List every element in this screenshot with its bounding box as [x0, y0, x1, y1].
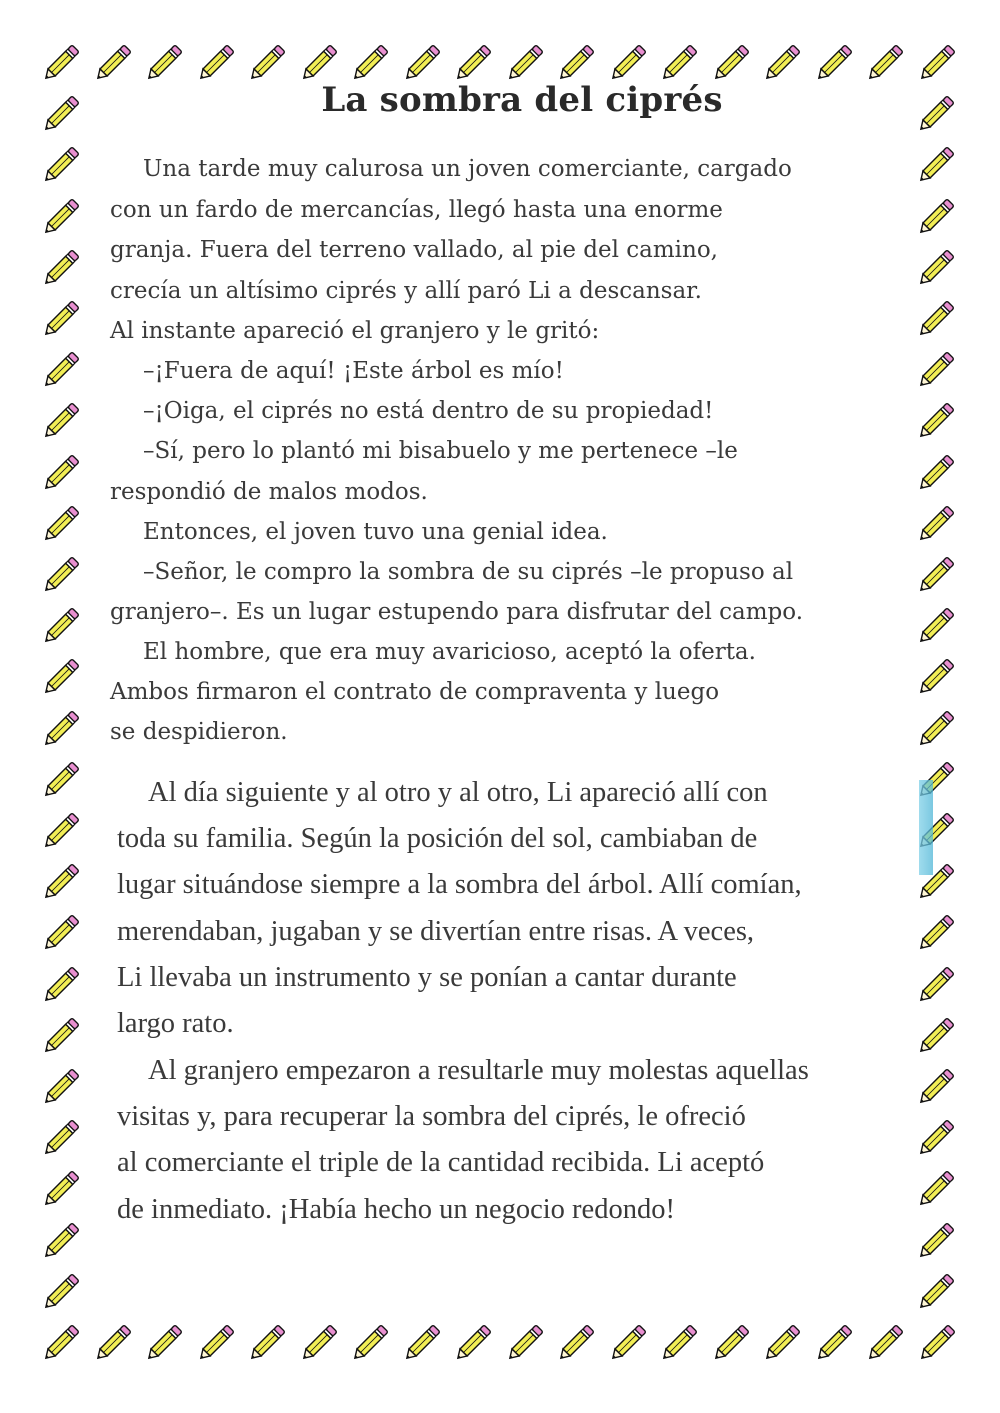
pencil-icon [914, 1322, 958, 1366]
pencil-icon [141, 1322, 185, 1366]
text-line: Li llevaba un instrumento y se ponían a cantar durante [117, 962, 737, 993]
pencil-icon [38, 400, 82, 444]
text-line: Al instante apareció el granjero y le gritó: [110, 318, 600, 344]
text-line: –¡Oiga, el ciprés no está dentro de su propiedad! [143, 398, 714, 424]
pencil-icon [913, 144, 957, 188]
pencil-icon [38, 1015, 82, 1059]
pencil-icon [38, 196, 82, 240]
pencil-icon [913, 554, 957, 598]
pencil-icon [244, 1322, 288, 1366]
text-line: El hombre, que era muy avaricioso, aceptó la oferta. [143, 639, 756, 665]
pencil-icon [913, 1117, 957, 1161]
highlight-mark [919, 780, 933, 875]
pencil-icon [553, 1322, 597, 1366]
pencil-icon [913, 452, 957, 496]
pencil-icon [38, 144, 82, 188]
pencil-icon [38, 1066, 82, 1110]
pencil-icon [347, 1322, 391, 1366]
pencil-icon [38, 554, 82, 598]
text-line: granjero–. Es un lugar estupendo para disfrutar del campo. [110, 599, 803, 625]
pencil-icon [913, 247, 957, 291]
pencil-icon [708, 1322, 752, 1366]
text-line: con un fardo de mercancías, llegó hasta una enorme [110, 197, 723, 223]
pencil-icon [90, 1322, 134, 1366]
pencil-icon [450, 1322, 494, 1366]
text-line: visitas y, para recuperar la sombra del ciprés, le ofreció [117, 1101, 746, 1132]
pencil-icon [38, 912, 82, 956]
text-line: largo rato. [117, 1008, 234, 1039]
pencil-icon [38, 861, 82, 905]
pencil-icon [913, 1271, 957, 1315]
pencil-icon [913, 912, 957, 956]
pencil-icon [38, 605, 82, 649]
text-line: Una tarde muy calurosa un joven comerciante, cargado [143, 156, 792, 182]
text-line: Al granjero empezaron a resultarle muy molestas aquellas [148, 1055, 809, 1086]
pencil-icon [811, 1322, 855, 1366]
pencil-icon [38, 1322, 82, 1366]
text-line: merendaban, jugaban y se divertían entre risas. A veces, [117, 916, 755, 947]
text-line: se despidieron. [110, 719, 288, 745]
pencil-icon [38, 1271, 82, 1315]
pencil-icon [38, 452, 82, 496]
text-line: –Señor, le compro la sombra de su ciprés –le propuso al [143, 559, 794, 585]
text-line: crecía un altísimo ciprés y allí paró Li a descansar. [110, 278, 702, 304]
pencil-icon [38, 298, 82, 342]
pencil-icon [38, 964, 82, 1008]
text-line: Ambos firmaron el contrato de compraventa y luego [110, 679, 720, 705]
pencil-icon [38, 1117, 82, 1161]
pencil-icon [862, 1322, 906, 1366]
pencil-icon [759, 1322, 803, 1366]
pencil-icon [913, 298, 957, 342]
pencil-icon [913, 605, 957, 649]
pencil-icon [656, 1322, 700, 1366]
pencil-icon [296, 1322, 340, 1366]
text-line: lugar situándose siempre a la sombra del árbol. Allí comían, [117, 869, 802, 900]
pencil-icon [913, 1015, 957, 1059]
text-line: –¡Fuera de aquí! ¡Este árbol es mío! [143, 358, 564, 384]
pencil-icon [913, 1066, 957, 1110]
pencil-icon [38, 349, 82, 393]
pencil-icon [913, 196, 957, 240]
pencil-icon [913, 503, 957, 547]
pencil-icon [38, 708, 82, 752]
pencil-icon [913, 400, 957, 444]
text-line: Al día siguiente y al otro y al otro, Li apareció allí con [148, 777, 768, 808]
text-line: granja. Fuera del terreno vallado, al pie del camino, [110, 237, 718, 263]
text-line: al comerciante el triple de la cantidad recibida. Li aceptó [117, 1147, 765, 1178]
pencil-icon [913, 349, 957, 393]
text-line: toda su familia. Según la posición del sol, cambiaban de [117, 823, 758, 854]
pencil-icon [38, 503, 82, 547]
pencil-icon [38, 810, 82, 854]
text-line: de inmediato. ¡Había hecho un negocio redondo! [117, 1194, 675, 1225]
pencil-icon [913, 964, 957, 1008]
text-line: Entonces, el joven tuvo una genial idea. [143, 519, 608, 545]
pencil-icon [605, 1322, 649, 1366]
pencil-icon [38, 759, 82, 803]
pencil-icon [913, 1168, 957, 1212]
pencil-icon [502, 1322, 546, 1366]
pencil-icon [913, 708, 957, 752]
pencil-icon [399, 1322, 443, 1366]
pencil-icon [38, 1220, 82, 1264]
page-title: La sombra del ciprés [321, 80, 723, 120]
pencil-icon [38, 656, 82, 700]
pencil-icon [193, 1322, 237, 1366]
text-line: respondió de malos modos. [110, 479, 428, 505]
pencil-icon [913, 1220, 957, 1264]
pencil-icon [38, 247, 82, 291]
text-line: –Sí, pero lo plantó mi bisabuelo y me pertenece –le [143, 438, 738, 464]
pencil-icon [913, 656, 957, 700]
pencil-icon [38, 1168, 82, 1212]
